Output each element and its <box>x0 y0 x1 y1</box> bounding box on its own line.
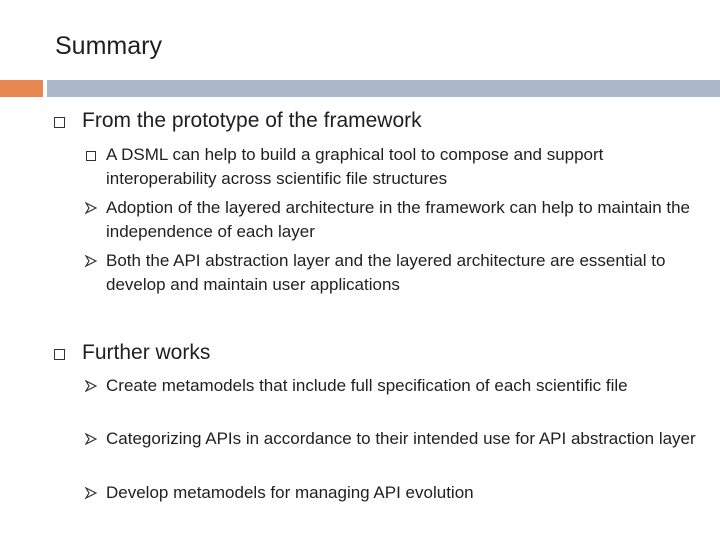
arrowhead-bullet-icon <box>85 380 97 392</box>
list-item: Develop metamodels for managing API evolution <box>106 483 474 502</box>
list-item: Adoption of the layered architecture in the framework can help to maintain the independence of each layer <box>106 198 691 241</box>
section-heading: From the prototype of the framework <box>82 109 422 132</box>
list-item: Both the API abstraction layer and the layered architecture are essential to develop and maintain user applications <box>106 251 666 294</box>
hollow-square-bullet-icon <box>54 349 65 360</box>
hollow-square-bullet-icon <box>86 151 96 161</box>
arrowhead-bullet-icon <box>85 255 97 267</box>
title-accent-bar <box>0 80 43 97</box>
list-item: A DSML can help to build a graphical tool to compose and support interoperability across scientific file structures <box>106 145 604 188</box>
title-divider-bar <box>47 80 720 97</box>
arrowhead-bullet-icon <box>85 487 97 499</box>
arrowhead-bullet-icon <box>85 433 97 445</box>
hollow-square-bullet-icon <box>54 117 65 128</box>
list-item: Categorizing APIs in accordance to their intended use for API abstraction layer <box>106 429 696 448</box>
slide-title: Summary <box>55 32 162 60</box>
list-item: Create metamodels that include full specification of each scientific file <box>106 376 628 395</box>
section-heading: Further works <box>82 341 211 364</box>
arrowhead-bullet-icon <box>85 202 97 214</box>
